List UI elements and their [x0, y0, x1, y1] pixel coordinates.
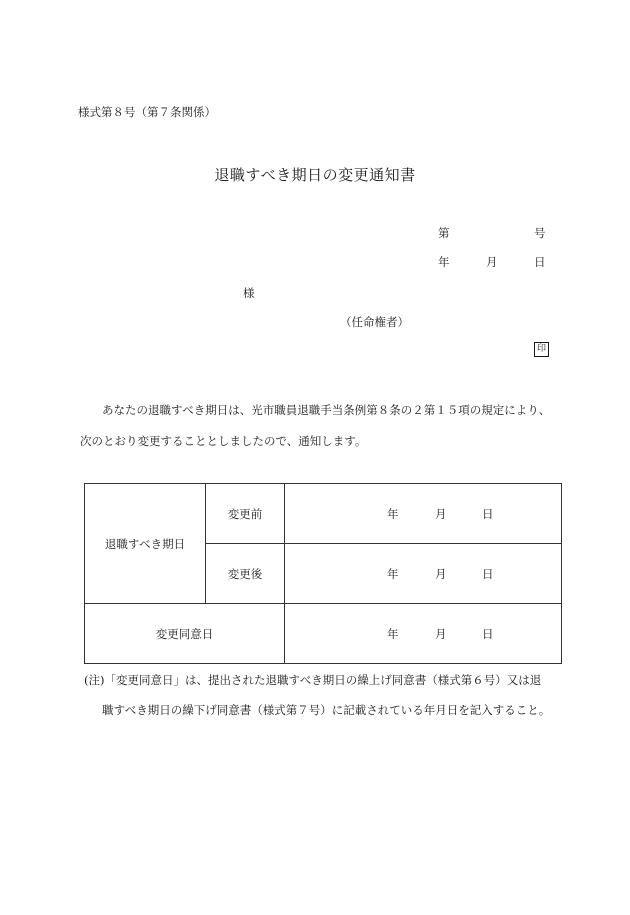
recipient-suffix: 様 [243, 286, 255, 300]
retirement-date-label: 退職すべき期日 [85, 484, 206, 604]
before-month-label: 月 [435, 506, 447, 521]
note-line-1: (注)「変更同意日」は、提出された退職すべき期日の繰上げ同意書（様式第６号）又は退 [84, 673, 542, 687]
before-change-date [285, 484, 562, 544]
consent-day-label: 日 [482, 626, 494, 641]
body-line-2: 次のとおり変更することとしましたので、通知します。 [80, 434, 367, 448]
before-day-label: 日 [482, 506, 494, 521]
before-change-label: 変更前 [206, 484, 285, 544]
note-line-2: 職すべき期日の繰下げ同意書（様式第７号）に記載されている年月日を記入すること。 [102, 703, 551, 717]
body-line-1: あなたの退職すべき期日は、光市職員退職手当条例第８条の２第１５項の規定により、 [102, 403, 551, 417]
date-day-label: 日 [534, 255, 546, 269]
seal-icon: 印 [534, 342, 549, 357]
date-change-table [84, 483, 562, 664]
date-month-label: 月 [486, 255, 498, 269]
doc-number-prefix: 第 [438, 226, 450, 240]
before-year-label: 年 [387, 506, 399, 521]
after-change-label: 変更後 [206, 544, 285, 604]
form-number: 様式第８号（第７条関係） [78, 105, 216, 119]
consent-month-label: 月 [435, 626, 447, 641]
table-row [85, 604, 562, 664]
issuer-label: （任命権者） [340, 315, 409, 329]
consent-date-label: 変更同意日 [85, 604, 285, 664]
consent-year-label: 年 [387, 626, 399, 641]
doc-number-suffix: 号 [534, 226, 546, 240]
date-year-label: 年 [438, 255, 450, 269]
consent-date [285, 604, 562, 664]
after-month-label: 月 [435, 566, 447, 581]
after-day-label: 日 [482, 566, 494, 581]
document-title: 退職すべき期日の変更通知書 [214, 166, 416, 184]
after-change-date [285, 544, 562, 604]
after-year-label: 年 [387, 566, 399, 581]
table-row [85, 484, 562, 544]
